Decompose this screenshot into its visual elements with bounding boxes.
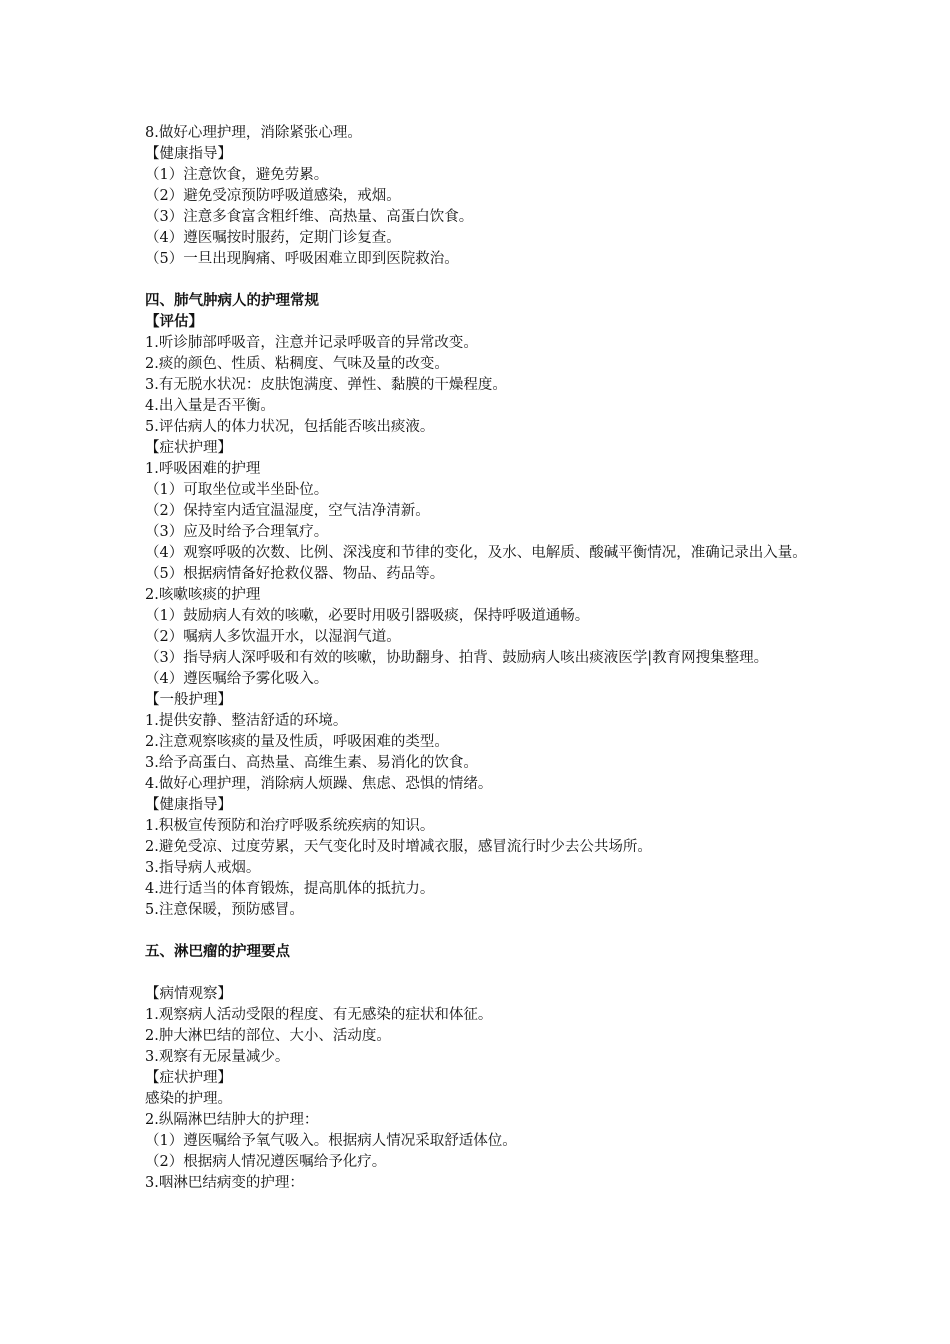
list-item: 3.观察有无尿量减少。 [145,1049,290,1065]
list-item: 5.评估病人的体力状况，包括能否咳出痰液。 [145,419,435,435]
list-item: 感染的护理。 [145,1091,232,1107]
document-page [145,123,810,1194]
list-item: （2）根据病人情况遵医嘱给予化疗。 [145,1154,387,1170]
spacer [145,270,810,291]
list-item: （1）鼓励病人有效的咳嗽，必要时用吸引器吸痰，保持呼吸道通畅。 [145,608,590,624]
subheading: 【病情观察】 [145,986,232,1002]
subheading: 【症状护理】 [145,1070,232,1086]
list-item: （4）遵医嘱按时服药，定期门诊复查。 [145,230,401,246]
list-item: 2.痰的颜色、性质、粘稠度、气味及量的改变。 [145,356,449,372]
list-item: 1.积极宣传预防和治疗呼吸系统疾病的知识。 [145,818,435,834]
spacer [145,963,810,984]
list-item: （2）保持室内适宜温湿度，空气洁净清新。 [145,503,430,519]
list-item: 3.咽淋巴结病变的护理： [145,1175,304,1191]
subheading: 【症状护理】 [145,440,232,456]
list-item: （1）遵医嘱给予氧气吸入。根据病人情况采取舒适体位。 [145,1133,517,1149]
spacer [145,921,810,942]
paragraph: 8.做好心理护理，消除紧张心理。 [145,125,362,141]
list-item: （2）避免受凉预防呼吸道感染，戒烟。 [145,188,401,204]
list-item: 2.注意观察咳痰的量及性质，呼吸困难的类型。 [145,734,449,750]
list-item: （4）观察呼吸的次数、比例、深浅度和节律的变化，及水、电解质、酸碱平衡情况，准确记录出入量。 [145,545,807,561]
list-item: 1.听诊肺部呼吸音，注意并记录呼吸音的异常改变。 [145,335,478,351]
list-item: 2.纵隔淋巴结肿大的护理： [145,1112,319,1128]
subheading: 【健康指导】 [145,797,232,813]
list-item: （3）指导病人深呼吸和有效的咳嗽，协助翻身、拍背、鼓励病人咳出痰液医学|教育网搜集整理。 [145,650,769,666]
list-item: 4.出入量是否平衡。 [145,398,275,414]
section-heading: 五、淋巴瘤的护理要点 [145,944,290,960]
subheading: 【一般护理】 [145,692,232,708]
list-item: （1）注意饮食，避免劳累。 [145,167,329,183]
list-item: 4.进行适当的体育锻炼，提高肌体的抵抗力。 [145,881,435,897]
list-item: （5）根据病情备好抢救仪器、物品、药品等。 [145,566,445,582]
list-item: 5.注意保暖，预防感冒。 [145,902,304,918]
list-item: （2）嘱病人多饮温开水，以湿润气道。 [145,629,401,645]
list-item: 1.观察病人活动受限的程度、有无感染的症状和体征。 [145,1007,493,1023]
section-heading: 四、肺气肿病人的护理常规 [145,293,319,309]
list-item: 2.避免受凉、过度劳累，天气变化时及时增减衣服，感冒流行时少去公共场所。 [145,839,652,855]
list-item: 3.有无脱水状况：皮肤饱满度、弹性、黏膜的干燥程度。 [145,377,507,393]
list-item: 2.咳嗽咳痰的护理 [145,587,261,603]
list-item: （4）遵医嘱给予雾化吸入。 [145,671,329,687]
list-item: 4.做好心理护理，消除病人烦躁、焦虑、恐惧的情绪。 [145,776,493,792]
list-item: 1.提供安静、整洁舒适的环境。 [145,713,348,729]
list-item: （3）应及时给予合理氧疗。 [145,524,329,540]
list-item: 3.给予高蛋白、高热量、高维生素、易消化的饮食。 [145,755,478,771]
subheading: 【评估】 [145,314,203,330]
list-item: （1）可取坐位或半坐卧位。 [145,482,329,498]
list-item: 1.呼吸困难的护理 [145,461,261,477]
list-item: 2.肿大淋巴结的部位、大小、活动度。 [145,1028,391,1044]
list-item: （3）注意多食富含粗纤维、高热量、高蛋白饮食。 [145,209,474,225]
subheading: 【健康指导】 [145,146,232,162]
list-item: 3.指导病人戒烟。 [145,860,261,876]
list-item: （5）一旦出现胸痛、呼吸困难立即到医院救治。 [145,251,459,267]
